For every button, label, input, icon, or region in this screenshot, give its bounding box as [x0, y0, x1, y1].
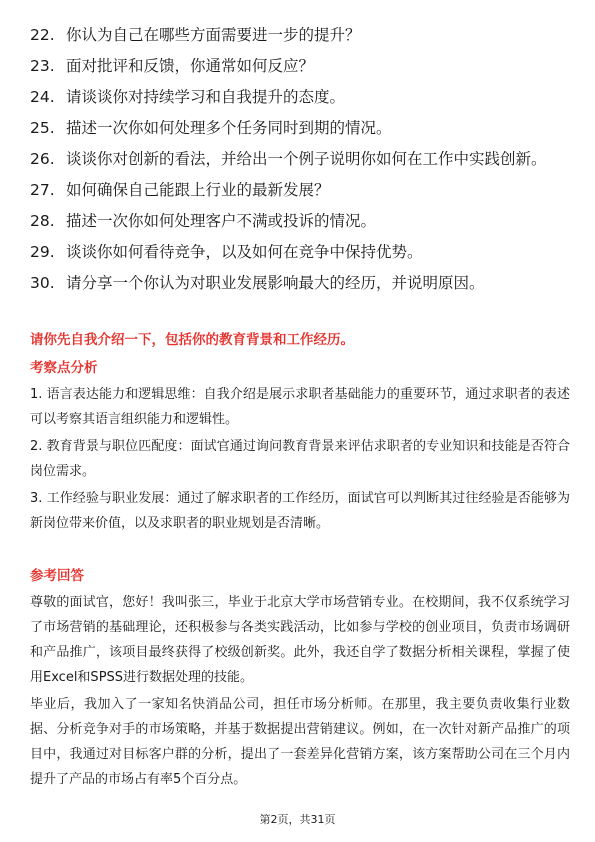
question-text: 描述一次你如何处理客户不满或投诉的情况。: [66, 212, 377, 230]
analysis-point: 3. 工作经验与职业发展：通过了解求职者的工作经历，面试官可以判断其过往经验是否能够为新岗位带来价值，以及求职者的职业规划是否清晰。: [30, 491, 570, 531]
question-number: 26.: [30, 150, 55, 168]
list-item: [30, 115, 570, 141]
question-number: 27.: [30, 181, 55, 199]
question-text: 如何确保自己能跟上行业的最新发展？: [66, 181, 330, 199]
list-item: [30, 84, 570, 110]
question-number: 29.: [30, 243, 55, 261]
list-item: [30, 270, 570, 296]
answer-paragraph: 毕业后，我加入了一家知名快消品公司，担任市场分析师。在那里，我主要负责收集行业数据、分析竞争对手的市场策略，并基于数据提出营销建议。例如，在一次针对新产品推广的项目中，我通过对目标客户群的分析，提出了一套差异化营销方案，该方案帮助公司在三个月内提升了产品的市场占有率5个百分点。: [30, 697, 570, 787]
analysis-section: [30, 358, 570, 538]
list-item: [30, 177, 570, 203]
list-item: [30, 208, 570, 234]
question-number: 23.: [30, 57, 55, 75]
answer-section: [30, 566, 570, 794]
list-item: [30, 53, 570, 79]
question-number: 22.: [30, 26, 55, 44]
question-text: 谈谈你对创新的看法，并给出一个例子说明你如何在工作中实践创新。: [66, 150, 547, 168]
question-text: 请谈谈你对持续学习和自我提升的态度。: [66, 88, 346, 106]
answer-paragraph: 尊敬的面试官，您好！我叫张三，毕业于北京大学市场营销专业。在校期间，我不仅系统学习了市场营销的基础理论，还积极参与各类实践活动，比如参与学校的创业项目，负责市场调研和产品推广，该项目最终获得了校级创新奖。此外，我还自学了数据分析相关课程，掌握了使用Excel和SPSS进行数据处理的技能。: [30, 595, 570, 685]
analysis-heading: 考察点分析: [30, 360, 98, 376]
analysis-point: 2. 教育背景与职位匹配度：面试官通过询问教育背景来评估求职者的专业知识和技能是否符合岗位需求。: [30, 439, 570, 479]
list-item: [30, 22, 570, 48]
question-text: 谈谈你如何看待竞争，以及如何在竞争中保持优势。: [66, 243, 423, 261]
question-text: 你认为自己在哪些方面需要进一步的提升？: [66, 26, 361, 44]
list-item: [30, 239, 570, 265]
answer-heading: 参考回答: [30, 568, 84, 584]
question-number: 24.: [30, 88, 55, 106]
question-list: [30, 22, 570, 301]
question-number: 25.: [30, 119, 55, 137]
interview-question: [30, 330, 570, 350]
question-title: 请你先自我介绍一下，包括你的教育背景和工作经历。: [30, 332, 354, 348]
question-text: 请分享一个你认为对职业发展影响最大的经历，并说明原因。: [66, 274, 485, 292]
question-number: 28.: [30, 212, 55, 230]
page-footer: 第2页，共31页: [259, 813, 336, 826]
question-number: 30.: [30, 274, 55, 292]
question-text: 描述一次你如何处理多个任务同时到期的情况。: [66, 119, 392, 137]
question-text: 面对批评和反馈，你通常如何反应？: [66, 57, 315, 75]
analysis-point: 1. 语言表达能力和逻辑思维：自我介绍是展示求职者基础能力的重要环节，通过求职者的表述可以考察其语言组织能力和逻辑性。: [30, 387, 570, 427]
list-item: [30, 146, 570, 172]
